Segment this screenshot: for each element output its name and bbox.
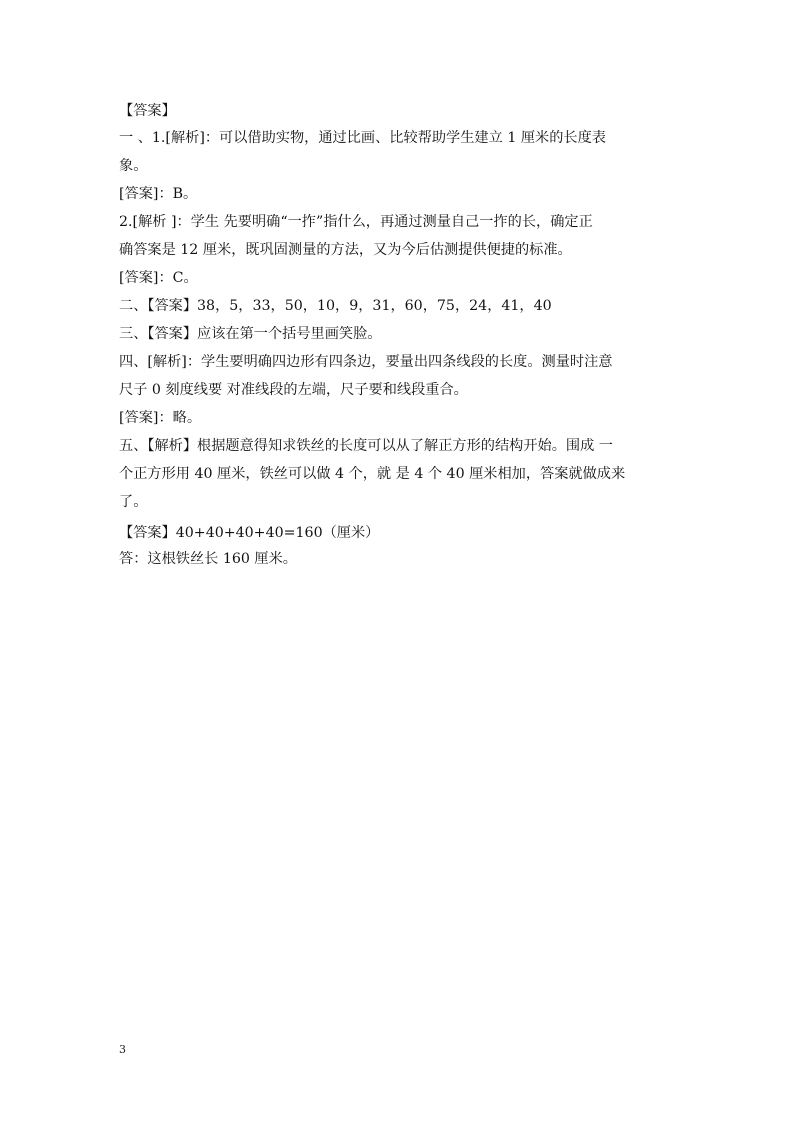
q2-analysis-line-2: 确答案是 12 厘米，既巩固测量的方法，又为今后估测提供便捷的标准。	[119, 242, 572, 258]
section-5-conclusion: 答：这根铁丝长 160 厘米。	[119, 551, 297, 567]
section-4-analysis-line-2: 尺子 0 刻度线要 对准线段的左端，尺子要和线段重合。	[119, 382, 468, 398]
section-4-analysis-line-1: 四、[解析]：学生要明确四边形有四条边，要量出四条线段的长度。测量时注意	[119, 354, 613, 370]
q1-answer: [答案]：B。	[119, 186, 198, 202]
section-5-analysis-line-1: 五、【解析】根据题意得知求铁丝的长度可以从了解正方形的结构开始。围成 一	[119, 438, 613, 454]
section-2-answer: 二、【答案】38，5，33，50，10，9，31，60，75，24，41，40	[119, 298, 552, 314]
section-4-answer: [答案]：略。	[119, 410, 202, 426]
section-5-answer: 【答案】40+40+40+40=160（厘米）	[119, 525, 380, 541]
q2-analysis-line-1: 2.[解析 ]：学生 先要明确“一拃”指什么，再通过测量自己一拃的长，确定正	[119, 214, 593, 230]
q1-analysis-line-2: 象。	[119, 158, 148, 174]
q2-answer: [答案]：C。	[119, 270, 198, 286]
section-3-answer: 三、【答案】应该在第一个括号里画笑脸。	[119, 326, 382, 342]
page-number: 3	[119, 1043, 126, 1056]
answer-content	[119, 98, 685, 572]
q1-analysis-line-1: 一 、1.[解析]：可以借助实物，通过比画、比较帮助学生建立 1 厘米的长度表	[119, 130, 606, 146]
section-5-analysis-line-2: 个正方形用 40 厘米，铁丝可以做 4 个，就 是 4 个 40 厘米相加，答案就做成来	[119, 466, 626, 482]
section-5-analysis-line-3: 了。	[119, 494, 148, 510]
answer-heading: 【答案】	[119, 103, 176, 119]
